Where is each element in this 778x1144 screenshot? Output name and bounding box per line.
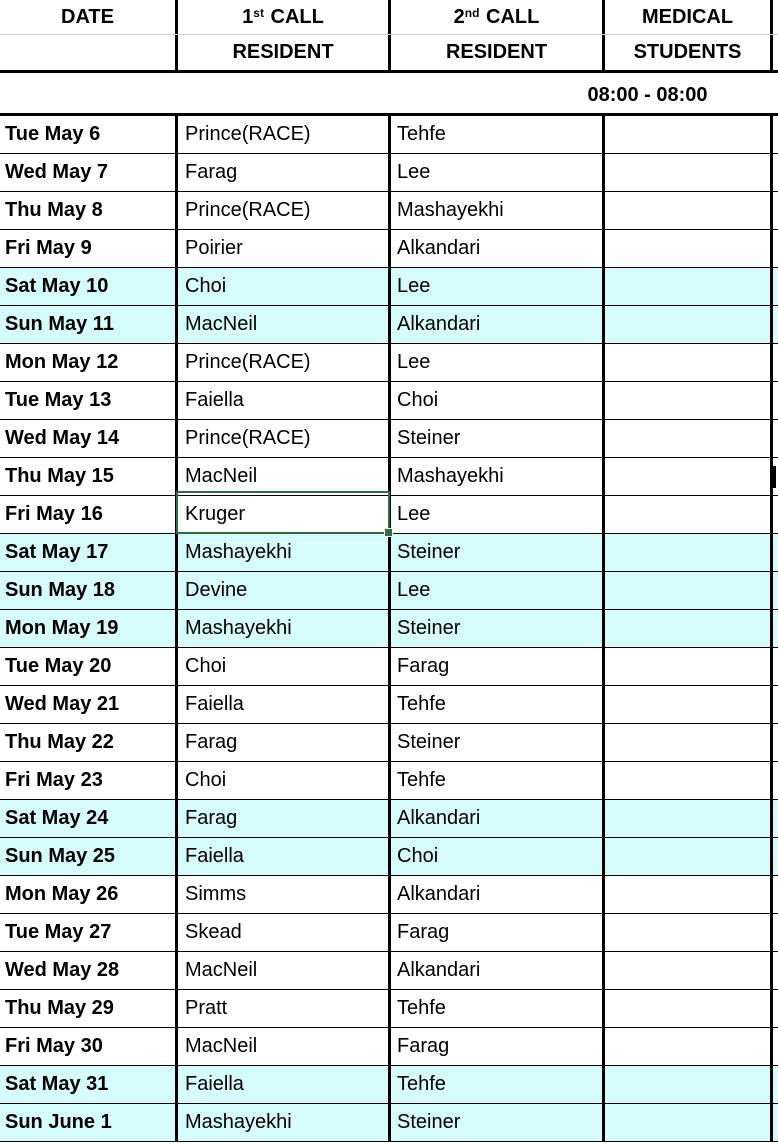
date-cell[interactable]: Fri May 16 [5,503,103,525]
medical-students-cell[interactable] [602,420,770,457]
first-call-cell[interactable]: Choi [175,268,388,305]
date-cell[interactable]: Wed May 7 [5,161,108,183]
first-call-cell[interactable]: Mashayekhi [175,1104,388,1141]
date-cell[interactable]: Fri May 30 [5,1035,103,1057]
students-label: STUDENTS [633,41,742,63]
extra-column-cell[interactable] [770,1028,778,1065]
medical-students-cell[interactable] [602,648,770,685]
extra-column-cell[interactable] [770,496,778,533]
first-call-cell[interactable]: Pratt [175,990,388,1027]
table-row [0,344,778,381]
second-call-cell[interactable]: Lee [388,496,602,533]
header-extra-column-2[interactable] [770,35,778,70]
second-call-label: CALL [486,5,540,28]
second-call-cell[interactable]: Tehfe [388,762,602,799]
table-row [0,1028,778,1065]
second-call-cell[interactable]: Tehfe [388,116,602,153]
table-row [0,952,778,989]
first-call-cell[interactable]: Mashayekhi [175,610,388,647]
first-call-cell[interactable]: Prince(RACE) [175,116,388,153]
medical-students-cell[interactable] [602,496,770,533]
second-call-cell[interactable]: Steiner [388,534,602,571]
header-date-blank[interactable] [0,35,175,70]
date-cell[interactable]: Mon May 19 [5,617,119,639]
first-call-cell[interactable]: Mashayekhi [175,534,388,571]
table-row [0,648,778,685]
extra-column-cell[interactable] [770,420,778,457]
medical-students-cell[interactable] [602,116,770,153]
date-cell[interactable]: Fri May 23 [5,769,103,791]
date-cell[interactable]: Wed May 21 [5,693,120,715]
extra-column-cell[interactable] [770,268,778,305]
table-row [0,876,778,913]
medical-students-cell[interactable] [602,838,770,875]
header-row-1 [0,0,778,34]
header-medical[interactable] [602,0,770,34]
date-cell[interactable]: Tue May 13 [5,389,112,411]
table-row [0,154,778,191]
medical-students-cell[interactable] [602,458,770,495]
second-call-cell[interactable]: Farag [388,648,602,685]
second-call-cell[interactable]: Lee [388,154,602,191]
first-call-cell[interactable]: Prince(RACE) [175,420,388,457]
date-cell[interactable]: Sun May 18 [5,579,116,601]
extra-column-cell[interactable] [770,724,778,761]
extra-column-cell[interactable] [770,838,778,875]
extra-column-cell[interactable] [770,192,778,229]
first-call-cell[interactable]: Choi [175,762,388,799]
extra-column-cell[interactable] [770,610,778,647]
extra-column-cell[interactable] [770,686,778,723]
first-call-number: 1 [242,5,254,28]
header-date[interactable] [0,0,175,34]
date-cell[interactable]: Thu May 15 [5,465,114,487]
medical-students-cell[interactable] [602,610,770,647]
extra-column-cell[interactable] [770,154,778,191]
second-call-cell[interactable]: Mashayekhi [388,458,602,495]
medical-students-cell[interactable] [602,306,770,343]
date-cell[interactable]: Mon May 12 [5,351,119,373]
second-call-cell[interactable]: Steiner [388,724,602,761]
date-cell[interactable]: Sat May 31 [5,1073,109,1095]
first-call-cell[interactable]: Choi [175,648,388,685]
medical-students-cell[interactable] [602,914,770,951]
date-cell[interactable]: Wed May 28 [5,959,120,981]
medical-students-cell[interactable] [602,1066,770,1103]
extra-column-cell[interactable] [770,762,778,799]
second-call-cell[interactable]: Steiner [388,420,602,457]
medical-students-cell[interactable] [602,534,770,571]
second-call-number: 2 [453,5,465,28]
extra-column-cell[interactable] [770,534,778,571]
table-row [0,686,778,723]
first-call-cell[interactable]: MacNeil [175,952,388,989]
extra-column-cell[interactable] [770,230,778,267]
table-row [0,230,778,267]
date-cell[interactable]: Thu May 8 [5,199,103,221]
date-cell[interactable]: Mon May 26 [5,883,119,905]
selected-cell-outline[interactable] [176,491,390,534]
resident-2-label: RESIDENT [445,41,548,63]
table-row [0,838,778,875]
header-medical-label: MEDICAL [641,5,734,28]
date-cell[interactable]: Sun May 25 [5,845,116,867]
medical-students-cell[interactable] [602,1028,770,1065]
medical-students-cell[interactable] [602,686,770,723]
extra-column-cell[interactable] [770,648,778,685]
medical-students-cell[interactable] [602,268,770,305]
date-cell[interactable]: Tue May 6 [5,123,101,145]
date-cell[interactable]: Wed May 14 [5,427,120,449]
date-cell[interactable]: Thu May 29 [5,997,114,1019]
date-cell[interactable]: Sat May 17 [5,541,109,563]
extra-column-cell[interactable] [770,914,778,951]
table-row [0,458,778,495]
first-call-cell[interactable]: Kruger [175,496,388,533]
first-call-cell[interactable]: Farag [175,800,388,837]
table-row [0,800,778,837]
header-resident-2[interactable] [388,35,602,70]
date-cell[interactable]: Sat May 24 [5,807,109,829]
second-call-cell[interactable]: Lee [388,268,602,305]
second-call-cell[interactable]: Tehfe [388,686,602,723]
second-call-cell[interactable]: Farag [388,914,602,951]
header-second-call[interactable] [388,0,602,34]
header-students[interactable] [602,35,770,70]
medical-students-cell[interactable] [602,876,770,913]
fill-handle[interactable] [384,528,393,537]
first-call-cell[interactable]: Prince(RACE) [175,344,388,381]
medical-students-cell[interactable] [602,382,770,419]
extra-column-cell[interactable] [770,800,778,837]
header-date-label: DATE [61,5,114,28]
first-call-cell[interactable]: MacNeil [175,458,388,495]
second-call-cell[interactable]: Farag [388,1028,602,1065]
extra-column-cell[interactable] [770,952,778,989]
second-call-cell[interactable]: Alkandari [388,800,602,837]
second-call-suffix: nd [464,6,480,20]
extra-column-cell[interactable] [770,306,778,343]
first-call-label: CALL [270,5,324,28]
medical-students-cell[interactable] [602,230,770,267]
medical-students-cell[interactable] [602,952,770,989]
header-bottom-border [0,70,778,73]
first-call-cell[interactable]: Farag [175,154,388,191]
table-row [0,306,778,343]
table-row [0,268,778,305]
second-call-cell[interactable]: Tehfe [388,990,602,1027]
second-call-cell[interactable]: Lee [388,344,602,381]
table-row [0,192,778,229]
second-call-cell[interactable]: Mashayekhi [388,192,602,229]
first-call-cell[interactable]: Prince(RACE) [175,192,388,229]
row-divider [0,1141,778,1142]
first-call-cell[interactable]: Faiella [175,838,388,875]
extra-column-cell[interactable] [770,876,778,913]
date-cell[interactable]: Thu May 22 [5,731,114,753]
table-row [0,1066,778,1103]
first-call-cell[interactable]: Skead [175,914,388,951]
table-row [0,610,778,647]
table-row [0,762,778,799]
second-call-cell[interactable]: Steiner [388,610,602,647]
first-call-cell[interactable]: Faiella [175,1066,388,1103]
date-cell[interactable]: Tue May 20 [5,655,112,677]
second-call-cell[interactable]: Choi [388,382,602,419]
date-cell[interactable]: Sun May 11 [5,313,114,335]
extra-column-cell[interactable] [770,1104,778,1141]
first-call-cell[interactable]: Poirier [175,230,388,267]
table-row [0,914,778,951]
extra-column-cell[interactable] [770,382,778,419]
second-call-cell[interactable]: Lee [388,572,602,609]
first-call-cell[interactable]: Farag [175,724,388,761]
border-fragment [773,466,776,488]
medical-students-cell[interactable] [602,1104,770,1141]
extra-column-cell[interactable] [770,344,778,381]
header-resident-1[interactable] [175,35,388,70]
medical-students-cell[interactable] [602,762,770,799]
header-extra-column[interactable] [770,0,778,34]
medical-students-cell[interactable] [602,154,770,191]
date-cell[interactable]: Sat May 10 [5,275,109,297]
table-row [0,724,778,761]
header-row-2 [0,35,778,70]
medical-students-cell[interactable] [602,344,770,381]
date-cell[interactable]: Fri May 9 [5,237,92,259]
table-row [0,534,778,571]
second-call-cell[interactable]: Alkandari [388,306,602,343]
date-cell[interactable]: Sun June 1 [5,1111,112,1133]
second-call-cell[interactable]: Steiner [388,1104,602,1141]
extra-column-cell[interactable] [770,1066,778,1103]
date-cell[interactable]: Tue May 27 [5,921,112,943]
table-row [0,1104,778,1141]
medical-students-cell[interactable] [602,800,770,837]
first-call-cell[interactable]: Devine [175,572,388,609]
table-row [0,382,778,419]
second-call-cell[interactable]: Choi [388,838,602,875]
second-call-cell[interactable]: Alkandari [388,876,602,913]
first-call-cell[interactable]: MacNeil [175,306,388,343]
table-row [0,420,778,457]
time-range[interactable]: 08:00 - 08:00 [587,83,708,106]
second-call-cell[interactable]: Tehfe [388,1066,602,1103]
table-row [0,572,778,609]
header-first-call[interactable] [175,0,388,34]
table-row [0,990,778,1027]
first-call-cell[interactable]: MacNeil [175,1028,388,1065]
first-call-suffix: st [253,6,264,20]
first-call-cell[interactable]: Faiella [175,686,388,723]
medical-students-cell[interactable] [602,724,770,761]
table-row [0,116,778,153]
second-call-cell[interactable]: Alkandari [388,230,602,267]
medical-students-cell[interactable] [602,990,770,1027]
extra-column-cell[interactable] [770,990,778,1027]
first-call-cell[interactable]: Simms [175,876,388,913]
second-call-cell[interactable]: Alkandari [388,952,602,989]
resident-1-label: RESIDENT [232,41,334,63]
medical-students-cell[interactable] [602,192,770,229]
extra-column-cell[interactable] [770,572,778,609]
first-call-cell[interactable]: Faiella [175,382,388,419]
extra-column-cell[interactable] [770,116,778,153]
medical-students-cell[interactable] [602,572,770,609]
